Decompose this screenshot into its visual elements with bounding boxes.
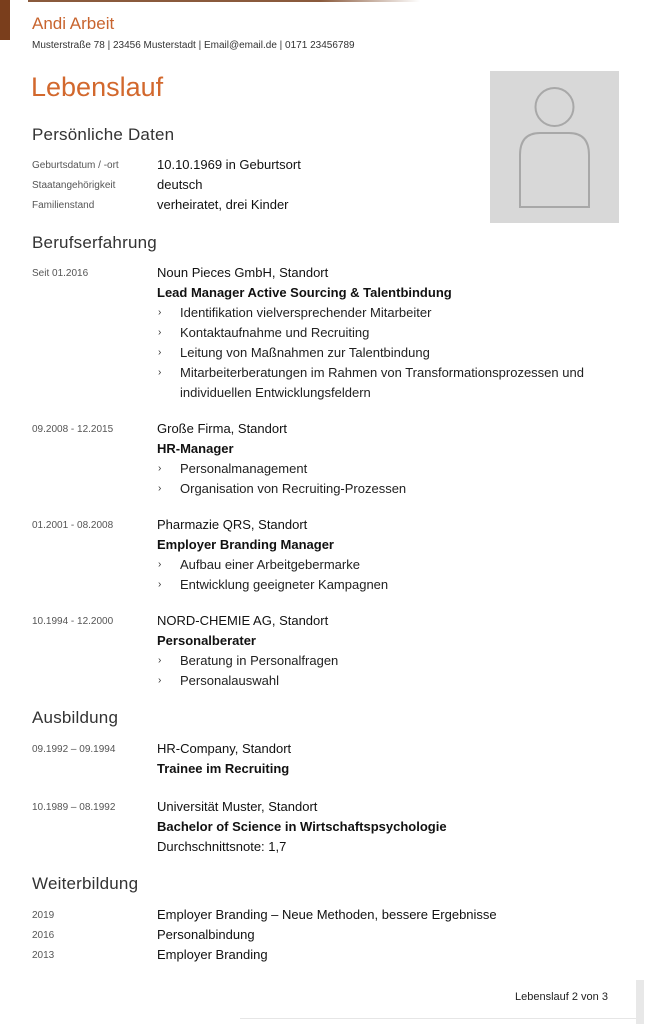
experience-date: 10.1994 - 12.2000 [32, 616, 114, 627]
education-degree: Bachelor of Science in Wirtschaftspsychologie [157, 819, 447, 834]
bullet-icon: › [158, 483, 162, 494]
experience-bullet: Personalauswahl [180, 673, 280, 688]
section-heading-experience: Berufserfahrung [32, 233, 157, 252]
bullet-icon: › [158, 327, 162, 338]
experience-bullet: Personalmanagement [180, 461, 308, 476]
bullet-icon: › [158, 655, 162, 666]
experience-bullet: Entwicklung geeigneter Kampagnen [180, 577, 389, 592]
experience-role: Employer Branding Manager [157, 537, 334, 552]
experience-bullet: Kontaktaufnahme und Recruiting [180, 325, 370, 340]
training-year: 2016 [32, 930, 55, 941]
page-edge [240, 1018, 640, 1019]
training-year: 2019 [32, 910, 55, 921]
personal-value: verheiratet, drei Kinder [157, 197, 289, 212]
experience-date: 09.2008 - 12.2015 [32, 424, 114, 435]
education-date: 10.1989 – 08.1992 [32, 802, 116, 813]
education-grade: Durchschnittsnote: 1,7 [157, 839, 287, 854]
education-date: 09.1992 – 09.1994 [32, 744, 116, 755]
training-text: Personalbindung [157, 927, 255, 942]
experience-company: Pharmazie QRS, Standort [157, 517, 308, 532]
experience-bullet: Organisation von Recruiting-Prozessen [180, 481, 407, 496]
training-year: 2013 [32, 950, 55, 961]
bullet-icon: › [158, 579, 162, 590]
personal-value: 10.10.1969 in Geburtsort [157, 157, 301, 172]
experience-bullet: Identifikation vielversprechender Mitarbeiter [180, 305, 432, 320]
training-text: Employer Branding [157, 947, 268, 962]
bullet-icon: › [158, 347, 162, 358]
personal-label: Geburtsdatum / -ort [32, 160, 119, 171]
experience-role: HR-Manager [157, 441, 234, 456]
document-title: Lebenslauf [31, 72, 164, 102]
experience-role: Personalberater [157, 633, 256, 648]
section-heading-education: Ausbildung [32, 708, 119, 727]
bullet-icon: › [158, 559, 162, 570]
bullet-icon: › [158, 367, 162, 378]
personal-label: Staatangehörigkeit [32, 180, 116, 191]
experience-company: Noun Pieces GmbH, Standort [157, 265, 329, 280]
applicant-name: Andi Arbeit [32, 14, 115, 33]
training-text: Employer Branding – Neue Methoden, bessere Ergebnisse [157, 907, 497, 922]
experience-bullet: Mitarbeiterberatungen im Rahmen von Transformationsprozessen und [180, 365, 584, 380]
section-heading-personal: Persönliche Daten [32, 125, 175, 144]
experience-role: Lead Manager Active Sourcing & Talentbindung [157, 285, 452, 300]
header-rule-fade [320, 0, 420, 2]
bullet-icon: › [158, 307, 162, 318]
personal-label: Familienstand [32, 200, 95, 211]
person-placeholder-icon [490, 71, 619, 223]
contact-line: Musterstraße 78 | 23456 Musterstadt | Email@email.de | 0171 23456789 [32, 40, 355, 51]
experience-date: Seit 01.2016 [32, 268, 89, 279]
education-degree: Trainee im Recruiting [157, 761, 290, 776]
experience-company: NORD-CHEMIE AG, Standort [157, 613, 329, 628]
experience-company: Große Firma, Standort [157, 421, 288, 436]
bullet-icon: › [158, 675, 162, 686]
experience-bullet-continuation: individuellen Entwicklungsfeldern [180, 385, 371, 400]
education-institution: HR-Company, Standort [157, 741, 292, 756]
experience-bullet: Aufbau einer Arbeitgebermarke [180, 557, 360, 572]
experience-bullet: Beratung in Personalfragen [180, 653, 339, 668]
experience-bullet: Leitung von Maßnahmen zur Talentbindung [180, 345, 430, 360]
section-heading-training: Weiterbildung [32, 874, 139, 893]
personal-value: deutsch [157, 177, 203, 192]
accent-bar [0, 0, 10, 40]
education-institution: Universität Muster, Standort [157, 799, 318, 814]
bullet-icon: › [158, 463, 162, 474]
page-number: Lebenslauf 2 von 3 [515, 991, 608, 1003]
page-shadow [636, 980, 644, 1024]
experience-date: 01.2001 - 08.2008 [32, 520, 114, 531]
photo-placeholder [490, 71, 619, 223]
